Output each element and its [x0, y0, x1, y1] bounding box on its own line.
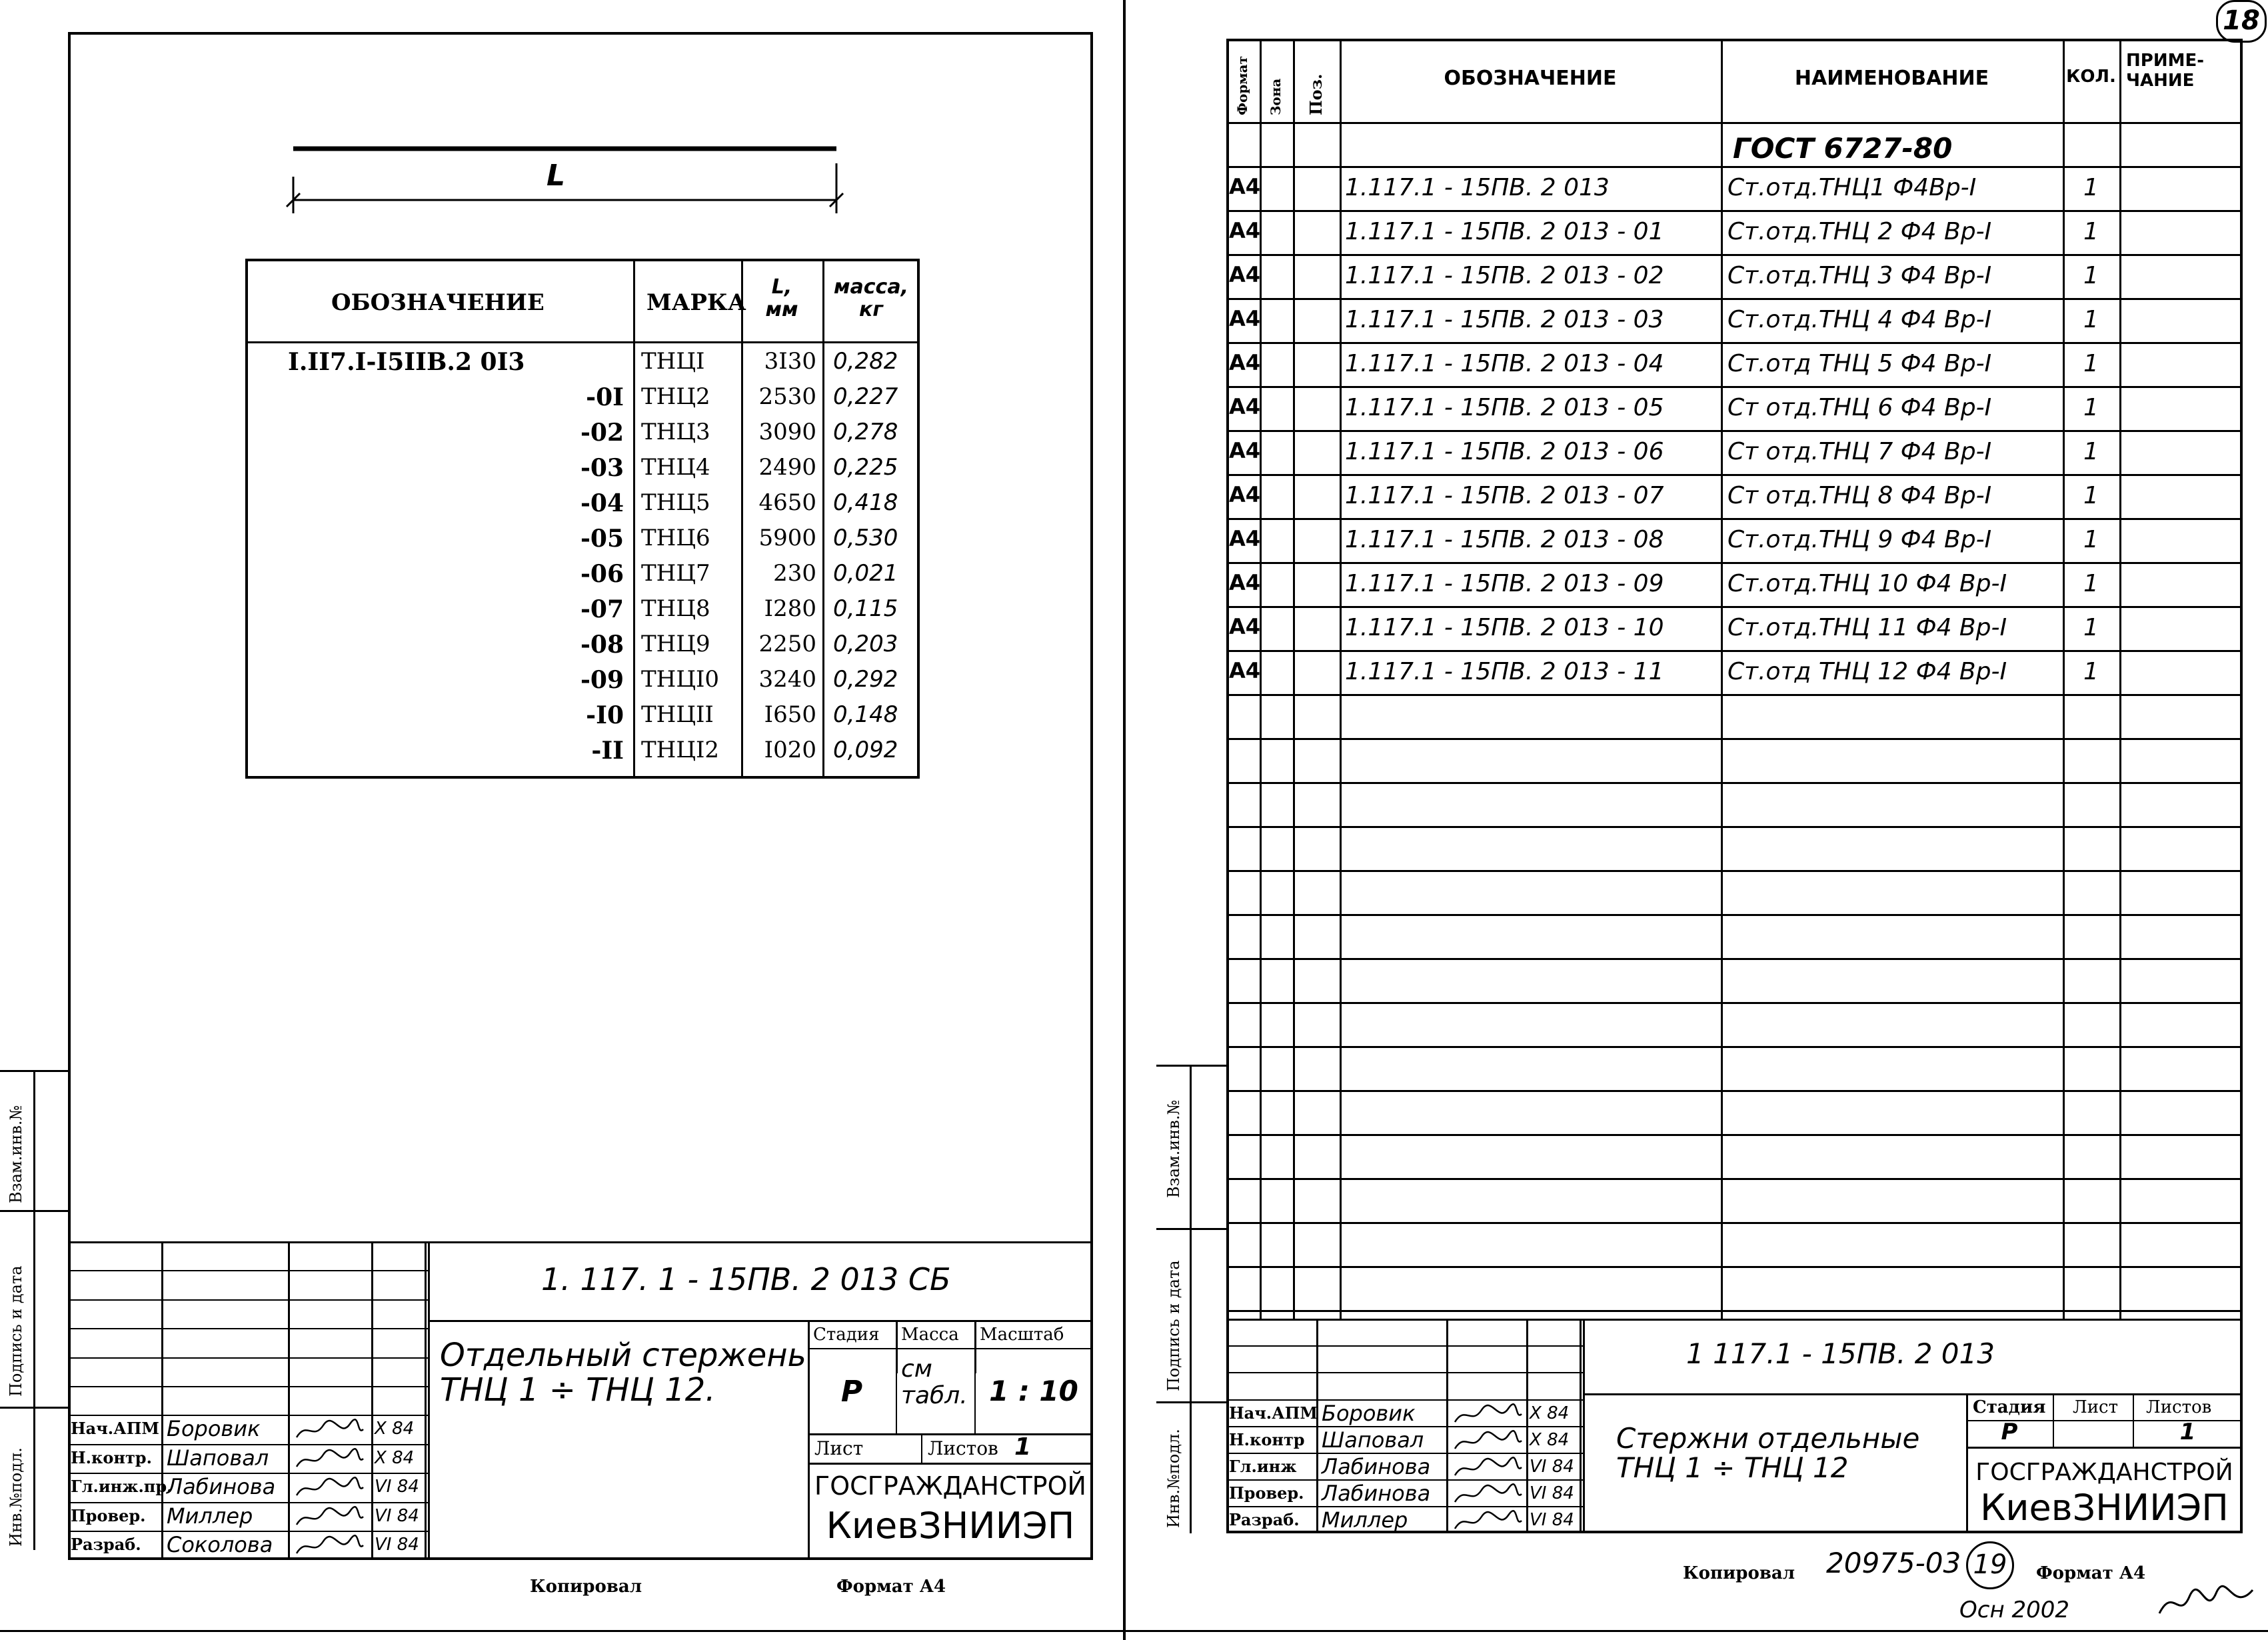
signer-date: VI 84 [1530, 1510, 1574, 1531]
spec-cell-designation: 1.117.1 - 15ПВ. 2 013 - 04 [1345, 350, 1664, 377]
marks-cell-mark: ТНЦ7 [641, 560, 710, 587]
left-sheets-value: 1 [1014, 1433, 1032, 1461]
spec-row-line [1226, 254, 2243, 256]
signer-date: VI 84 [375, 1505, 419, 1526]
marks-cell-length: 2490 [758, 454, 816, 481]
marks-cell-length: 3I30 [764, 348, 816, 375]
spec-row-line [1226, 386, 2243, 388]
signer-name: Лабинова [167, 1474, 276, 1500]
title-block-row-line [68, 1270, 428, 1271]
footer-signature-icon [2153, 1580, 2259, 1627]
signer-date: VI 84 [375, 1477, 419, 1497]
spec-cell-name: Ст.отд.ТНЦ 10 Ф4 Вр-I [1727, 570, 2007, 597]
spec-row-line [1226, 1090, 2243, 1092]
spec-cell-format: А4 [1229, 658, 1261, 683]
marks-cell-designation: -II [591, 737, 624, 765]
left-scale-label: Масштаб [980, 1325, 1064, 1345]
marks-cell-mark: ТНЦI [641, 348, 705, 375]
marks-cell-designation: -07 [580, 595, 624, 623]
marks-cell-designation: -04 [580, 489, 624, 517]
spec-cell-name: Ст.отд ТНЦ 12 Ф4 Вр-I [1727, 658, 2007, 685]
right-footer-inventory: 20975-03 [1826, 1547, 1961, 1579]
spec-cell-name: Ст отд.ТНЦ 6 Ф4 Вр-I [1727, 394, 1992, 421]
right-sheet-label: Лист [2073, 1397, 2118, 1417]
spec-cell-designation: 1.117.1 - 15ПВ. 2 013 - 02 [1345, 262, 1664, 289]
gost-label: ГОСТ 6727-80 [1733, 132, 1953, 165]
spec-row-line [1226, 1178, 2243, 1180]
spec-cell-qty: 1 [2083, 526, 2099, 553]
marks-cell-mass: 0,148 [833, 701, 898, 728]
header-designation-right: ОБОЗНАЧЕНИЕ [1444, 67, 1617, 90]
spec-cell-format: А4 [1229, 394, 1261, 419]
spec-cell-designation: 1.117.1 - 15ПВ. 2 013 - 11 [1345, 658, 1664, 685]
spec-row-line [1226, 518, 2243, 520]
left-org1: ГОСГРАЖДАНСТРОЙ [814, 1471, 1086, 1501]
header-pos: Поз. [1306, 73, 1326, 115]
spec-row-line [1226, 562, 2243, 564]
spec-cell-name: Ст.отд.ТНЦ 11 Ф4 Вр-I [1727, 614, 2007, 641]
spec-row-line [1226, 210, 2243, 212]
spec-cell-name: Ст.отд ТНЦ 5 Ф4 Вр-I [1727, 350, 1992, 377]
title-block-row-line [68, 1328, 428, 1329]
signer-name: Шаповал [167, 1445, 269, 1471]
signer-date: Х 84 [375, 1419, 415, 1439]
side-label-replace-right: Взам.инв.№ [1164, 1099, 1183, 1198]
right-stage-value: Р [2001, 1419, 2018, 1445]
left-title-block [68, 1241, 1093, 1560]
side-label-inventory-right: Инв.№подл. [1164, 1429, 1183, 1528]
marks-cell-designation: -0I [586, 383, 624, 411]
right-stage-label: Стадия [1973, 1397, 2046, 1417]
spec-cell-qty: 1 [2083, 438, 2099, 465]
marks-cell-length: 2250 [758, 631, 816, 657]
marks-cell-mark: ТНЦ2 [641, 383, 710, 410]
spec-row-line [1226, 958, 2243, 960]
marks-cell-designation: I.II7.I-I5IIB.2 0I3 [288, 348, 525, 376]
left-doc-code: 1. 117. 1 - 15ПВ. 2 013 СБ [541, 1261, 951, 1297]
header-mark: МАРКА [646, 289, 746, 316]
marks-cell-mass: 0,227 [833, 383, 898, 410]
marks-table [245, 259, 920, 779]
spec-cell-designation: 1.117.1 - 15ПВ. 2 013 - 03 [1345, 306, 1664, 333]
spec-row-line [1226, 1046, 2243, 1048]
spec-cell-name: Ст отд.ТНЦ 7 Ф4 Вр-I [1727, 438, 1992, 465]
right-footer-format: Формат А4 [2036, 1563, 2146, 1583]
spec-row-line [1226, 738, 2243, 740]
marks-cell-designation: -09 [580, 666, 624, 694]
spec-cell-name: Ст отд.ТНЦ 8 Ф4 Вр-I [1727, 482, 1992, 509]
marks-cell-designation: -I0 [586, 701, 624, 729]
right-org2: КиевЗНИИЭП [1980, 1487, 2229, 1529]
spec-row-line [1226, 606, 2243, 608]
spec-row-line [1226, 1310, 2243, 1312]
spec-row-line [1226, 694, 2243, 696]
signer-name: Лабинова [1322, 1454, 1431, 1479]
signer-role: Разраб. [1229, 1510, 1300, 1530]
spec-cell-name: Ст.отд.ТНЦ 4 Ф4 Вр-I [1727, 306, 1992, 333]
signature-icon [293, 1447, 367, 1473]
sheet-number: 18 [2216, 0, 2267, 43]
marks-cell-length: I020 [764, 737, 816, 763]
title-block-row-line [68, 1299, 428, 1301]
left-doc-title: Отдельный стержень ТНЦ 1 ÷ ТНЦ 12. [440, 1337, 806, 1409]
spec-cell-qty: 1 [2083, 306, 2099, 333]
spec-row-line [1226, 1266, 2243, 1268]
signer-name: Соколова [167, 1532, 273, 1557]
spec-cell-name: Ст.отд.ТНЦ 3 Ф4 Вр-I [1727, 262, 1992, 289]
right-title-block [1226, 1319, 2243, 1533]
right-side-strip [1156, 1065, 1226, 1533]
spec-cell-designation: 1.117.1 - 15ПВ. 2 013 - 08 [1345, 526, 1664, 553]
marks-cell-mass: 0,115 [833, 595, 898, 622]
left-mass-label: Масса [901, 1325, 959, 1345]
right-footer-copied: Копировал [1683, 1563, 1795, 1583]
spec-cell-designation: 1.117.1 - 15ПВ. 2 013 - 10 [1345, 614, 1664, 641]
spec-cell-qty: 1 [2083, 570, 2099, 597]
side-label-inventory: Инв.№подл. [7, 1447, 25, 1547]
spec-row-line [1226, 1134, 2243, 1136]
marks-cell-length: 3240 [758, 666, 816, 693]
left-footer-copied: Копировал [530, 1577, 642, 1597]
signature-icon [293, 1475, 367, 1502]
spec-row-line [1226, 650, 2243, 652]
spec-cell-format: А4 [1229, 570, 1261, 595]
marks-cell-mass: 0,203 [833, 631, 898, 657]
spec-row-line [1226, 782, 2243, 784]
left-side-strip [0, 1070, 68, 1550]
right-footer-circle-number: 19 [1966, 1541, 2014, 1589]
spec-cell-format: А4 [1229, 526, 1261, 551]
title-block-row-line [68, 1357, 428, 1359]
signer-role: Нач.АПМ [1229, 1403, 1318, 1423]
marks-cell-mark: ТНЦ3 [641, 419, 710, 445]
side-label-signature: Подпись и дата [7, 1265, 25, 1397]
signer-name: Боровик [167, 1416, 261, 1442]
left-sheets-label: Листов [928, 1437, 998, 1459]
left-stage-label: Стадия [813, 1325, 880, 1345]
left-stage-value: Р [840, 1375, 863, 1409]
marks-cell-designation: -02 [580, 419, 624, 447]
marks-cell-mark: ТНЦI2 [641, 737, 720, 763]
marks-cell-length: I650 [764, 701, 816, 728]
signer-date: Х 84 [1530, 1403, 1570, 1423]
signature-icon [293, 1417, 367, 1444]
signature-icon [1452, 1482, 1525, 1509]
left-footer-format: Формат А4 [836, 1577, 946, 1597]
spec-cell-format: А4 [1229, 218, 1261, 243]
spec-row-line [1226, 430, 2243, 432]
title-block-row-line [1226, 1345, 1583, 1347]
signer-role: Н.контр. [71, 1447, 152, 1467]
signer-date: Х 84 [375, 1447, 415, 1468]
spec-cell-name: Ст.отд.ТНЦ1 Ф4Вр-I [1727, 174, 1977, 201]
signer-date: VI 84 [1530, 1457, 1574, 1477]
spec-cell-designation: 1.117.1 - 15ПВ. 2 013 - 09 [1345, 570, 1664, 597]
right-org1: ГОСГРАЖДАНСТРОЙ [1975, 1459, 2233, 1486]
spec-cell-designation: 1.117.1 - 15ПВ. 2 013 - 07 [1345, 482, 1664, 509]
marks-cell-mass: 0,021 [833, 560, 898, 587]
spec-cell-name: Ст.отд.ТНЦ 2 Ф4 Вр-I [1727, 218, 1992, 245]
signer-date: VI 84 [375, 1535, 419, 1555]
signer-role: Провер. [1229, 1483, 1304, 1503]
marks-cell-mark: ТНЦ4 [641, 454, 710, 481]
spec-cell-qty: 1 [2083, 350, 2099, 377]
signer-role: Н.контр [1229, 1429, 1305, 1449]
signature-icon [293, 1505, 367, 1531]
left-scale-value: 1 : 10 [989, 1375, 1078, 1407]
dimension-label: L [547, 159, 566, 193]
left-sheet-label: Лист [814, 1437, 864, 1459]
marks-cell-length: I280 [764, 595, 816, 622]
spec-cell-designation: 1.117.1 - 15ПВ. 2 013 - 06 [1345, 438, 1664, 465]
signer-name: Боровик [1322, 1400, 1416, 1426]
spec-cell-designation: 1.117.1 - 15ПВ. 2 013 [1345, 174, 1610, 201]
marks-cell-mass: 0,530 [833, 525, 898, 551]
header-name: НАИМЕНОВАНИЕ [1794, 67, 1989, 90]
spec-cell-qty: 1 [2083, 262, 2099, 289]
signer-name: Лабинова [1322, 1481, 1431, 1507]
marks-cell-mass: 0,278 [833, 419, 898, 445]
marks-cell-length: 3090 [758, 419, 816, 445]
spec-row-line [1226, 342, 2243, 344]
spec-cell-name: Ст.отд.ТНЦ 9 Ф4 Вр-I [1727, 526, 1992, 553]
spec-cell-qty: 1 [2083, 658, 2099, 685]
signature-icon [1452, 1429, 1525, 1455]
signer-name: Миллер [167, 1503, 253, 1529]
spec-row-line [1226, 474, 2243, 476]
spec-cell-format: А4 [1229, 438, 1261, 463]
header-zone: Зона [1268, 78, 1284, 115]
spec-row-line [1226, 826, 2243, 828]
header-length: L, мм [765, 275, 798, 321]
right-sheets-label: Листов [2146, 1397, 2212, 1417]
right-doc-code: 1 117.1 - 15ПВ. 2 013 [1686, 1337, 1995, 1370]
right-footer-handnote: Осн 2002 [1959, 1597, 2070, 1623]
spec-cell-format: А4 [1229, 614, 1261, 639]
signer-name: Миллер [1322, 1507, 1408, 1533]
spec-row-line [1226, 870, 2243, 872]
marks-cell-designation: -06 [580, 560, 624, 588]
side-label-replace: Взам.инв.№ [7, 1105, 25, 1203]
spec-row-line [1226, 1222, 2243, 1224]
spec-row-line [1226, 166, 2243, 168]
spec-cell-format: А4 [1229, 350, 1261, 375]
bottom-edge [0, 1630, 2268, 1632]
side-label-signature-right: Подпись и дата [1164, 1260, 1183, 1391]
marks-cell-length: 230 [773, 560, 816, 587]
marks-cell-mark: ТНЦ5 [641, 489, 710, 516]
marks-cell-designation: -08 [580, 631, 624, 659]
title-block-row-line [1226, 1372, 1583, 1373]
signer-date: VI 84 [1530, 1483, 1574, 1504]
spec-cell-qty: 1 [2083, 614, 2099, 641]
spec-cell-format: А4 [1229, 262, 1261, 287]
signer-name: Шаповал [1322, 1427, 1424, 1453]
marks-cell-mark: ТНЦ8 [641, 595, 710, 622]
signer-role: Гл.инж [1229, 1457, 1297, 1476]
signature-icon [293, 1533, 367, 1560]
signer-role: Нач.АПМ [71, 1419, 159, 1439]
spec-row-line [1226, 1002, 2243, 1004]
title-block-row-line [68, 1386, 428, 1387]
spec-cell-designation: 1.117.1 - 15ПВ. 2 013 - 05 [1345, 394, 1664, 421]
marks-cell-mark: ТНЦI0 [641, 666, 720, 693]
signature-icon [1452, 1402, 1525, 1429]
spec-table [1226, 39, 2243, 1319]
marks-cell-mark: ТНЦ6 [641, 525, 710, 551]
marks-cell-mass: 0,092 [833, 737, 898, 763]
header-note: ПРИМЕ- ЧАНИЕ [2126, 51, 2204, 91]
left-mass-value: см табл. [901, 1355, 968, 1409]
marks-cell-mass: 0,418 [833, 489, 898, 516]
right-sheets-value: 1 [2179, 1419, 2196, 1445]
signer-role: Гл.инж.пр. [71, 1477, 173, 1497]
left-org2: КиевЗНИИЭП [826, 1505, 1075, 1547]
marks-cell-mass: 0,292 [833, 666, 898, 693]
header-designation: ОБОЗНАЧЕНИЕ [331, 289, 545, 316]
spec-cell-qty: 1 [2083, 394, 2099, 421]
marks-cell-length: 4650 [758, 489, 816, 516]
marks-cell-designation: -05 [580, 525, 624, 553]
marks-cell-mass: 0,282 [833, 348, 898, 375]
header-format: Формат [1234, 55, 1250, 115]
spec-cell-designation: 1.117.1 - 15ПВ. 2 013 - 01 [1345, 218, 1664, 245]
marks-cell-mass: 0,225 [833, 454, 898, 481]
right-doc-title: Стержни отдельные ТНЦ 1 ÷ ТНЦ 12 [1616, 1422, 1920, 1484]
spec-cell-format: А4 [1229, 482, 1261, 507]
marks-cell-mark: ТНЦII [641, 701, 714, 728]
spec-row-line [1226, 914, 2243, 916]
spec-cell-qty: 1 [2083, 218, 2099, 245]
spec-cell-qty: 1 [2083, 174, 2099, 201]
sheet-separator [1123, 0, 1126, 1640]
spec-cell-qty: 1 [2083, 482, 2099, 509]
signature-icon [1452, 1455, 1525, 1482]
signer-role: Разраб. [71, 1535, 141, 1554]
signature-icon [1452, 1509, 1525, 1535]
signer-date: Х 84 [1530, 1429, 1570, 1450]
spec-cell-format: А4 [1229, 174, 1261, 199]
spec-row-line [1226, 298, 2243, 300]
marks-cell-length: 2530 [758, 383, 816, 410]
marks-cell-length: 5900 [758, 525, 816, 551]
header-mass: масса, кг [834, 275, 908, 321]
marks-cell-mark: ТНЦ9 [641, 631, 710, 657]
spec-cell-format: А4 [1229, 306, 1261, 331]
signer-role: Провер. [71, 1505, 146, 1525]
header-qty: КОЛ. [2066, 67, 2116, 87]
marks-cell-designation: -03 [580, 454, 624, 482]
dimension-line [280, 137, 853, 217]
